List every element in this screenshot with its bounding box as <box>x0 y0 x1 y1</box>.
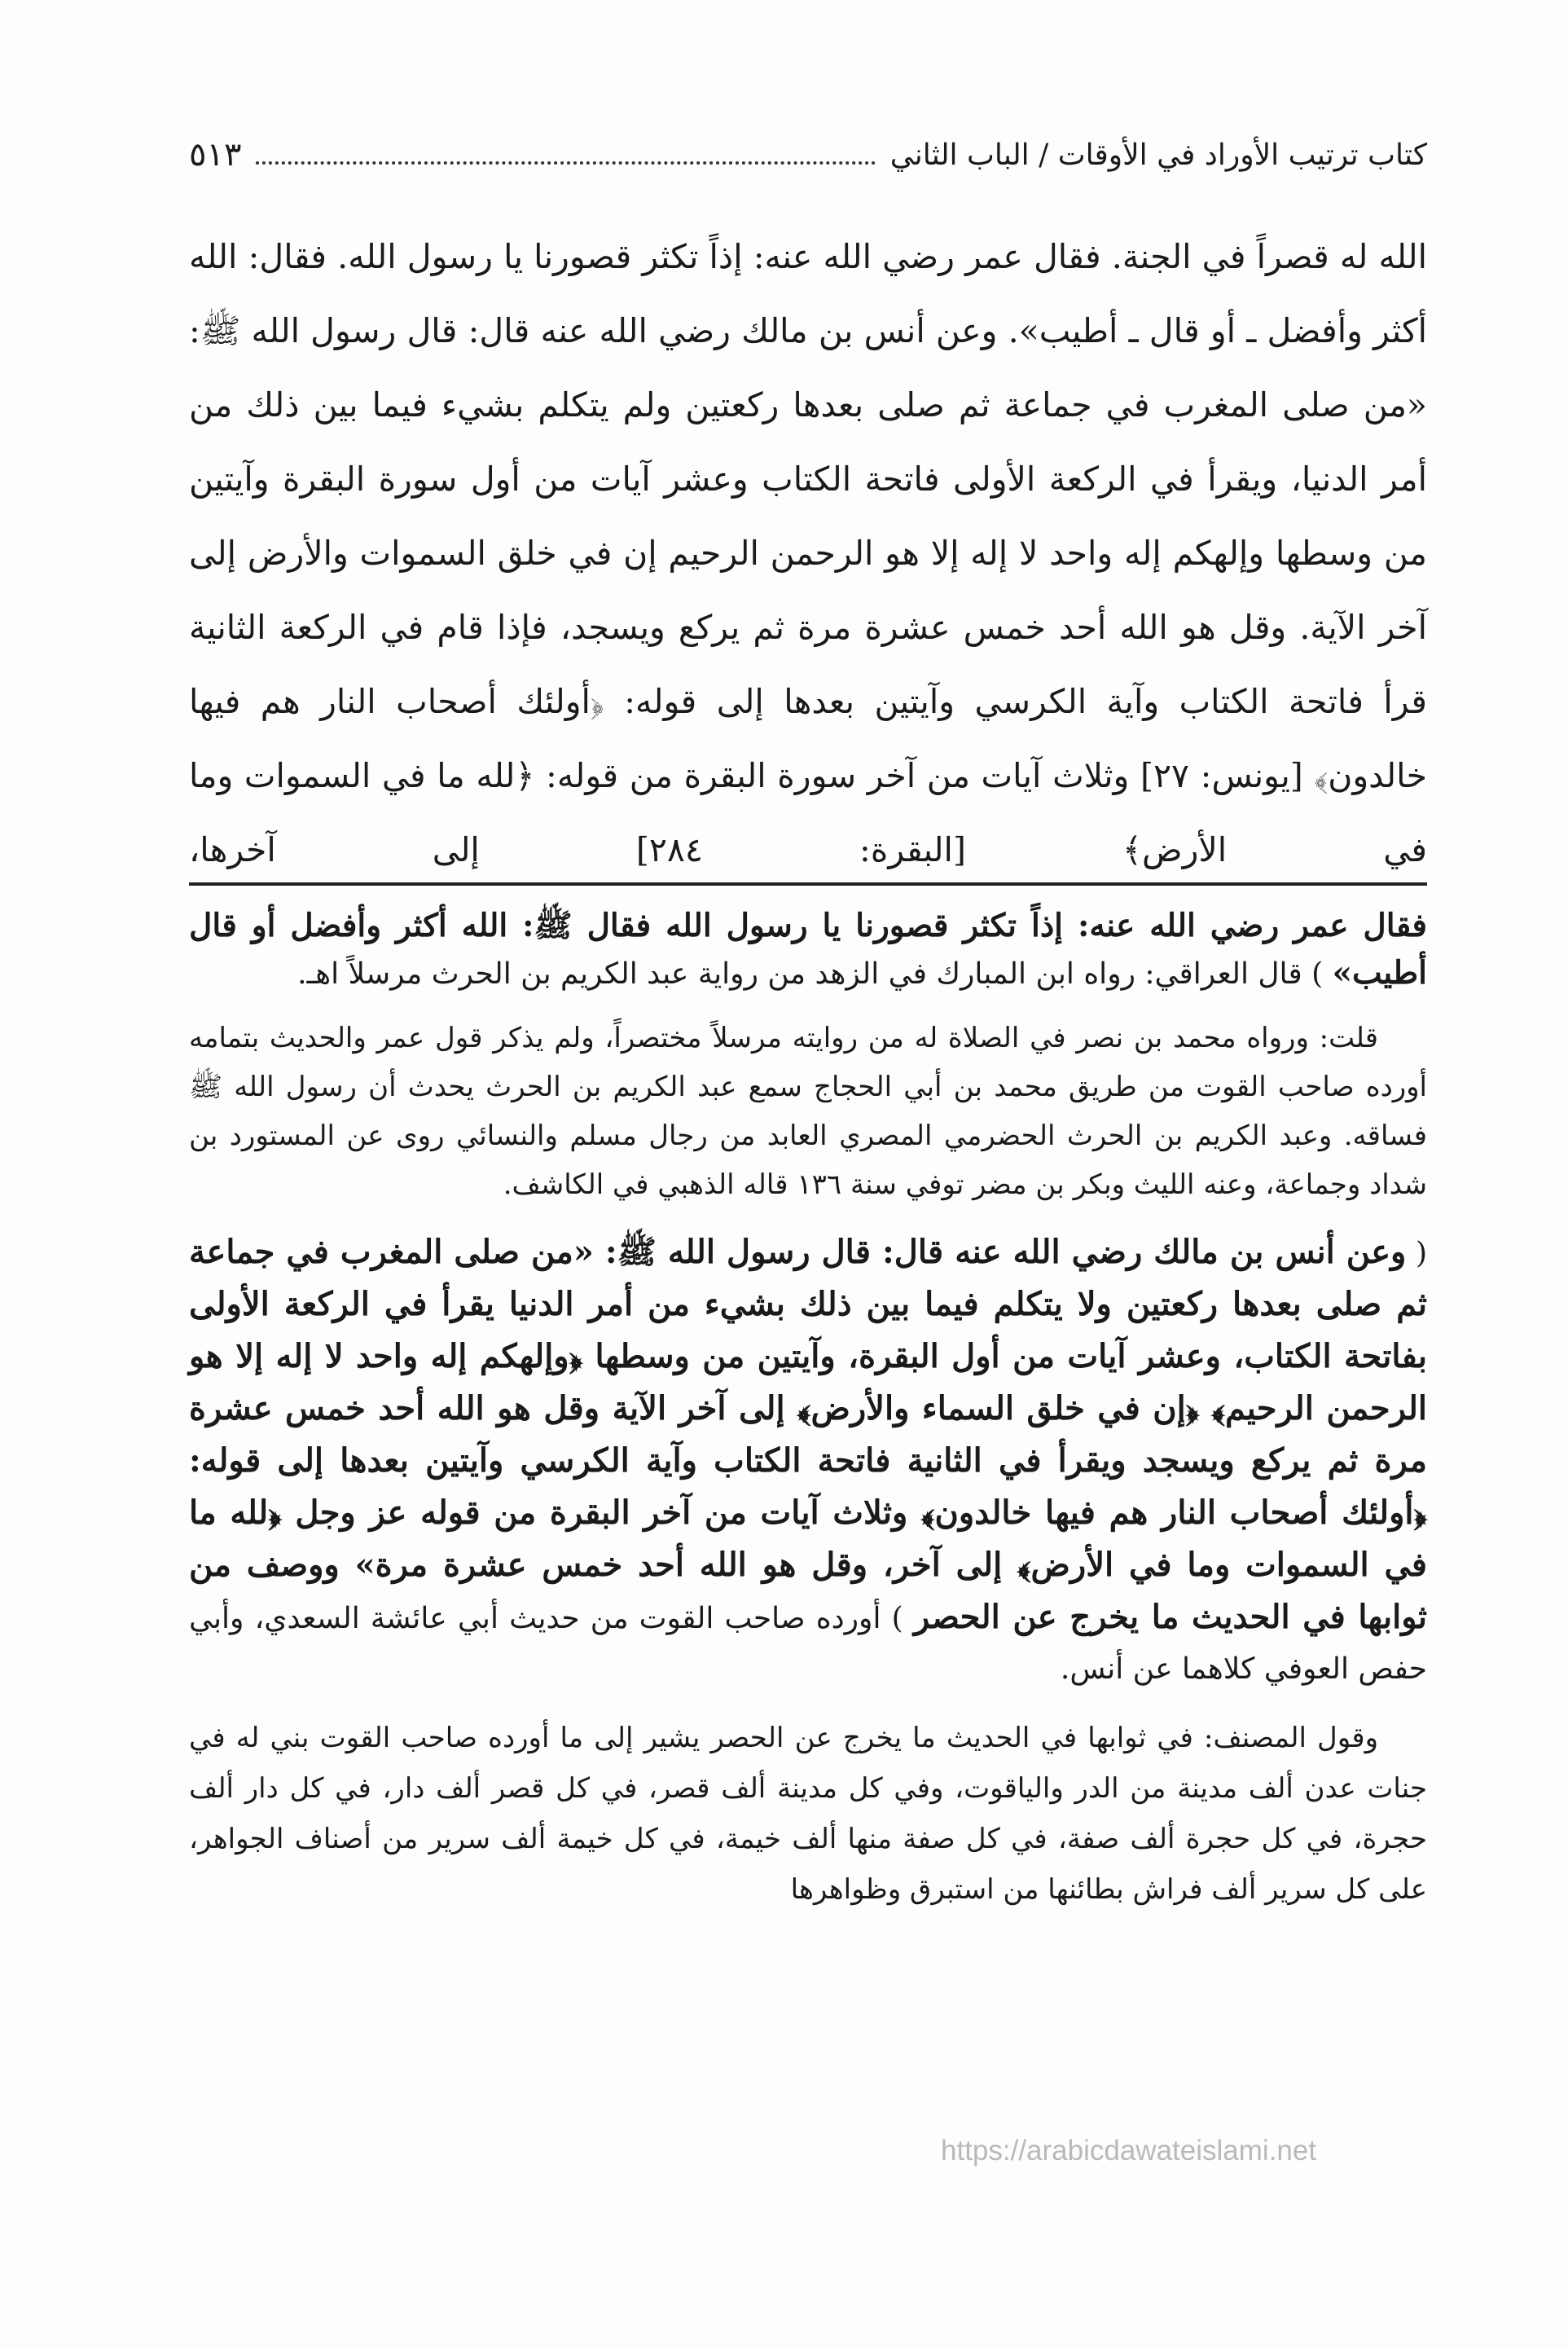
quoted-matn: فقال عمر رضي الله عنه: إذاً تكثر قصورنا يا رسول الله فقال ﷺ: الله أكثر وأفضل أو قال أطيب» <box>189 907 1427 992</box>
open-paren: ( <box>1415 1237 1427 1270</box>
commentary-text: ) أورده صاحب القوت من حديث أبي عائشة السعدي، وأبي حفص العوفي كلاهما عن أنس. <box>189 1602 1427 1686</box>
main-text-block <box>189 220 1427 887</box>
page-number: ٥١٣ <box>189 136 242 174</box>
header-leader-dots <box>256 161 875 165</box>
commentary-paragraph <box>189 903 1427 997</box>
watermark-url: https://arabicdawateislami.net <box>941 2135 1317 2166</box>
commentary-text: ) قال العراقي: رواه ابن المبارك في الزهد من رواية عبد الكريم بن الحرث مرسلاً اهـ. <box>297 957 1324 991</box>
commentary-paragraph <box>189 1227 1427 1695</box>
quoted-matn: وعن أنس بن مالك رضي الله عنه قال: قال رسول الله ﷺ: «من صلى المغرب في جماعة ثم صلى بعدها ركعتين ولا يتكلم فيما بين ذلك بشيء من أمر الدنيا يقرأ في الركعة الأولى بفاتحة الكتاب، وعشر آيات من أول البقرة، وآيتين من وسطها ﴿وإلهكم إله واحد لا إله إلا هو الرحمن الرحيم﴾ ﴿إن في خلق السماء والأرض﴾ إلى آخر الآية وقل هو الله أحد خمس عشرة مرة ثم يركع ويسجد ويقرأ في الثانية فاتحة الكتاب وآية الكرسي وآيتين بعدها إلى قوله: ﴿أولئك أصحاب النار هم فيها خالدون﴾ وثلاث آيات من آخر البقرة من قوله عز وجل ﴿لله ما في السموات وما في الأرض﴾ إلى آخر، وقل هو الله أحد خمس عشرة مرة» ووصف من ثوابها في الحديث ما يخرج عن الحصر <box>189 1233 1427 1636</box>
commentary-block <box>189 903 1427 1915</box>
commentary-paragraph: قلت: ورواه محمد بن نصر في الصلاة له من روايته مرسلاً مختصراً، ولم يذكر قول عمر والحديث بتمامه أورده صاحب القوت من طريق محمد بن أبي الحجاج سمع عبد الكريم بن الحرث يحدث أن رسول الله ﷺ فساقه. وعبد الكريم بن الحرث الحضرمي المصري العابد من رجال مسلم والنسائي روى عن المستورد بن شداد وجماعة، وعنه الليث وبكر بن مضر توفي سنة ١٣٦ قاله الذهبي في الكاشف. <box>189 1022 1427 1201</box>
running-title: كتاب ترتيب الأوراد في الأوقات / الباب الثاني <box>889 138 1427 172</box>
commentary-paragraph: وقول المصنف: في ثوابها في الحديث ما يخرج عن الحصر يشير إلى ما أورده صاحب القوت بني له في جنات عدن ألف مدينة من الدر والياقوت، وفي كل مدينة ألف قصر، في كل قصر ألف دار، في كل دار ألف حجرة، في كل حجرة ألف صفة، في كل صفة منها ألف خيمة، في كل خيمة ألف سرير من أصناف الجواهر، على كل سرير ألف فراش بطائنها من استبرق وظواهرها <box>189 1722 1427 1906</box>
main-paragraph: الله له قصراً في الجنة. فقال عمر رضي الله عنه: إذاً تكثر قصورنا يا رسول الله. فقال: الله أكثر وأفضل ـ أو قال ـ أطيب». وعن أنس بن مالك رضي الله عنه قال: قال رسول الله ﷺ: «من صلى المغرب في جماعة ثم صلى بعدها ركعتين ولم يتكلم بشيء فيما بين ذلك من أمر الدنيا، ويقرأ في الركعة الأولى فاتحة الكتاب وعشر آيات من أول سورة البقرة وآيتين من وسطها وإلهكم إله واحد لا إله إلا هو الرحمن الرحيم إن في خلق السموات والأرض إلى آخر الآية. وقل هو الله أحد خمس عشرة مرة ثم يركع ويسجد، فإذا قام في الركعة الثانية قرأ فاتحة الكتاب وآية الكرسي وآيتين بعدها إلى قوله: ﴿أولئك أصحاب النار هم فيها خالدون﴾ [يونس: ٢٧] وثلاث آيات من آخر سورة البقرة من قوله: ﴿لله ما في السموات وما في الأرض﴾ [البقرة: ٢٨٤] إلى آخرها، <box>189 237 1427 869</box>
running-header <box>189 122 1427 187</box>
footnote-separator <box>189 882 1427 886</box>
